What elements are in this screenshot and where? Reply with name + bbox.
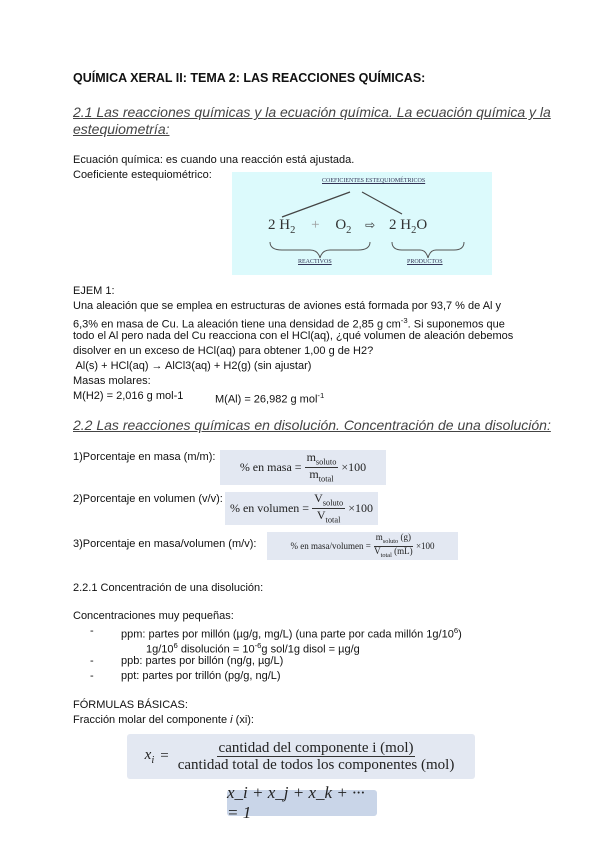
molar-mass-h2: M(H2) = 2,016 g mol-1 [73,390,184,402]
stoichiometric-diagram [232,172,492,275]
molar-fraction-label: Fracción molar del componente i (xi): [73,714,254,726]
bullet-ppb: ppb: partes por billón (ng/g, µg/L) [121,655,284,667]
molar-fraction-formula: $x_i$ = $\frac{\text{cantidad del componente i (mol)}}{\text{cantidad total de todos los componentes (mol)}}$ [127,734,475,779]
formula-denominator: cantidad total de todos los componentes (mol) [177,757,455,773]
bullet-ppt: ppt: partes por trillón (pg/g, ng/L) [121,670,281,682]
products-label: PRODUCTOS [407,259,443,265]
equation [268,216,427,240]
example-line: Una aleación que se emplea en estructuras de aviones está formada por 93,7 % de Al y [73,300,502,312]
formula-numerator: cantidad del componente i (mol) [218,739,414,756]
section-heading-2-1: 2.1 Las reacciones químicas y la ecuación química. La ecuación química y la [73,104,551,120]
bullet-ppm: ppm: partes por millón (µg/g, mg/L) (una parte por cada millón $1g/10^6$) [121,626,462,641]
small-conc-label: Concentraciones muy pequeñas: [73,610,234,622]
formula-mass-volume-percent: % en masa/volumen = $\frac{m_{soluto} (g)}{V_{total} (mL)}$ ×100 [267,532,458,560]
bullet-dash: - [90,670,94,682]
document-title: QUÍMICA XERAL II: TEMA 2: LAS REACCIONES QUÍMICAS: [73,71,426,85]
plus-sign: + [311,217,320,233]
formula-label-vv: 2)Porcentaje en volumen (v/v): [73,493,223,505]
formula-label-mm: 1)Porcentaje en masa (m/m): [73,451,216,463]
example-line: todo el Al pero nada del Cu reacciona con el HCl(aq), ¿qué volumen de aleación debemos [73,330,514,342]
definition-text: Ecuación química: es cuando una reacción está ajustada. [73,154,355,166]
example-line: disolver en un exceso de HCl(aq) para obtener 1,00 g de H2? [73,345,374,357]
formulas-heading: FÓRMULAS BÁSICAS: [73,699,188,711]
xi-symbol: $x_i$ [144,747,155,766]
coef-label: Coeficiente estequiométrico: [73,169,212,181]
reactants-label: REACTIVOS [298,259,332,265]
formula-label-mv: 3)Porcentaje en masa/volumen (m/v): [73,538,257,550]
bullet-dash: - [90,655,94,667]
sum-formula: x_i + x_j + x_k + ··· = 1 [227,790,377,816]
molar-mass-al: M(Al) = 26,982 g mol$^{-1}$ [215,391,325,406]
bullet-dash: - [90,625,94,637]
molar-masses-label: Masas molares: [73,375,151,387]
arrow-icon: ⇨ [365,218,376,232]
section-heading-2-2: 2.2 Las reacciones químicas en disolución. Concentración de una disolución: [73,417,551,433]
subsection-heading: 2.2.1 Concentración de una disolución: [73,582,264,594]
reactant-o2: $O_2$ [335,217,352,236]
reaction-equation: Al(s) + HCl(aq) → AlCl3(aq) + H2(g) (sin ajustar) [73,360,312,372]
diagram-title: COEFICIENTES ESTEQUIOMÉTRICOS [322,178,426,184]
example-line: 6,3% en masa de Cu. La aleación tiene una densidad de 2,85 g $cm^{-3}$. Si suponemos que [73,316,505,331]
example-label: EJEM 1: [73,285,115,297]
ppm-detail: $1g/10^6$ disolución = $10^{-6}g$ sol/1g disol = µg/g [146,641,360,656]
formula-volume-percent: % en volumen = $\frac{V_{soluto}}{V_{total}}$ ×100 [225,492,378,525]
reactant-h2: 2 $H_2$ [268,217,296,236]
formula-mass-percent: % en masa = $\frac{m_{soluto}}{m_{total}}$ ×100 [220,450,386,485]
section-heading-2-1-cont: estequiometría: [73,121,170,137]
product-h2o: 2 $H_2O$ [388,217,428,236]
